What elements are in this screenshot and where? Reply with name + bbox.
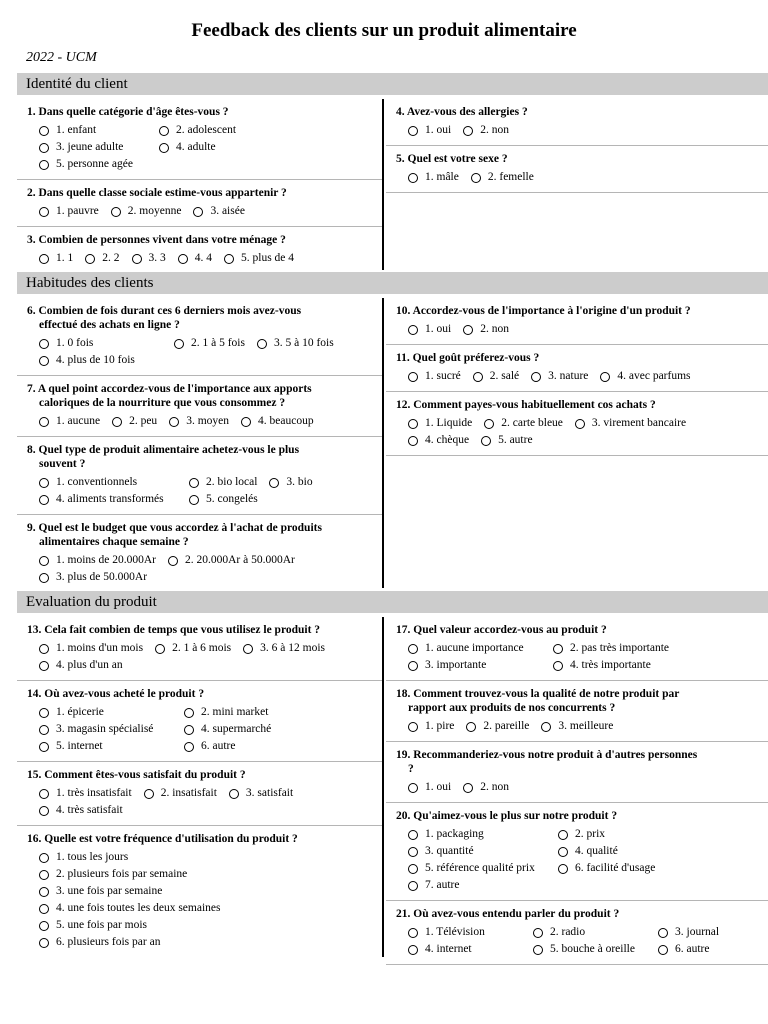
- radio-icon[interactable]: [39, 853, 49, 863]
- radio-icon[interactable]: [184, 742, 194, 752]
- radio-icon[interactable]: [243, 644, 253, 654]
- radio-icon[interactable]: [39, 870, 49, 880]
- radio-icon[interactable]: [39, 556, 49, 566]
- question-11-text: 11. Quel goût préferez-vous ?: [396, 352, 540, 364]
- section2-left-column: [17, 298, 384, 588]
- q21-option-4[interactable]: 4. internet: [408, 941, 533, 958]
- radio-icon[interactable]: [533, 928, 543, 938]
- radio-icon[interactable]: [39, 417, 49, 427]
- section-header-evaluation: Evaluation du produit: [17, 591, 768, 613]
- radio-icon[interactable]: [39, 725, 49, 735]
- q10-option-2[interactable]: 2. non: [463, 321, 509, 338]
- radio-icon[interactable]: [132, 254, 142, 264]
- radio-icon[interactable]: [558, 864, 568, 874]
- q9-option-3[interactable]: 3. plus de 50.000Ar: [39, 569, 147, 586]
- q3-option-1[interactable]: 1. 1: [39, 250, 73, 267]
- radio-icon[interactable]: [229, 789, 239, 799]
- q3-option-2[interactable]: 2. 2: [85, 250, 119, 267]
- q2-option-3[interactable]: 3. aisée: [193, 203, 244, 220]
- radio-icon[interactable]: [159, 143, 169, 153]
- q8-option-3[interactable]: 3. bio: [269, 474, 312, 491]
- radio-icon[interactable]: [481, 436, 491, 446]
- page-title: Feedback des clients sur un produit alimentaire: [191, 20, 577, 41]
- q8-option-4[interactable]: 4. aliments transformés: [39, 491, 189, 508]
- radio-icon[interactable]: [408, 830, 418, 840]
- radio-icon[interactable]: [408, 126, 418, 136]
- q7-option-1[interactable]: 1. aucune: [39, 413, 100, 430]
- q18-option-1[interactable]: 1. pire: [408, 718, 454, 735]
- question-6: [17, 298, 382, 376]
- q13-option-4[interactable]: 4. plus d'un an: [39, 657, 123, 674]
- radio-icon[interactable]: [39, 921, 49, 931]
- radio-icon[interactable]: [144, 789, 154, 799]
- q13-option-3[interactable]: 3. 6 à 12 mois: [243, 640, 325, 657]
- question-5-text: 5. Quel est votre sexe ?: [396, 153, 508, 165]
- question-7-text: 7. A quel point accordez-vous de l'importance aux apports caloriques de la nourriture que vous consommez ?: [27, 383, 312, 409]
- question-4: [386, 99, 768, 146]
- q19-option-1[interactable]: 1. oui: [408, 779, 451, 796]
- question-13: [17, 617, 382, 681]
- q15-option-1[interactable]: 1. très insatisfait: [39, 785, 132, 802]
- radio-icon[interactable]: [189, 478, 199, 488]
- radio-icon[interactable]: [39, 126, 49, 136]
- radio-icon[interactable]: [408, 783, 418, 793]
- q17-option-3[interactable]: 3. importante: [408, 657, 553, 674]
- radio-icon[interactable]: [257, 339, 267, 349]
- radio-icon[interactable]: [39, 742, 49, 752]
- q4-option-1[interactable]: 1. oui: [408, 122, 451, 139]
- radio-icon[interactable]: [558, 847, 568, 857]
- q16-option-3[interactable]: 3. une fois par semaine: [39, 883, 370, 900]
- radio-icon[interactable]: [174, 339, 184, 349]
- question-10: [386, 298, 768, 345]
- radio-icon[interactable]: [600, 372, 610, 382]
- q8-option-5[interactable]: 5. congelés: [189, 491, 258, 508]
- q6-option-4[interactable]: 4. plus de 10 fois: [39, 352, 135, 369]
- radio-icon[interactable]: [408, 864, 418, 874]
- radio-icon[interactable]: [39, 339, 49, 349]
- question-20-text: 20. Qu'aimez-vous le plus sur notre produit ?: [396, 810, 618, 822]
- radio-icon[interactable]: [168, 556, 178, 566]
- q16-option-1[interactable]: 1. tous les jours: [39, 849, 370, 866]
- radio-icon[interactable]: [463, 126, 473, 136]
- q11-option-3[interactable]: 3. nature: [531, 368, 588, 385]
- radio-icon[interactable]: [466, 722, 476, 732]
- radio-icon[interactable]: [39, 160, 49, 170]
- radio-icon[interactable]: [85, 254, 95, 264]
- radio-icon[interactable]: [39, 887, 49, 897]
- radio-icon[interactable]: [408, 928, 418, 938]
- question-9-text: 9. Quel est le budget que vous accordez à l'achat de produits alimentaires chaque semaine ?: [27, 522, 322, 548]
- question-14-text: 14. Où avez-vous acheté le produit ?: [27, 688, 205, 700]
- radio-icon[interactable]: [39, 938, 49, 948]
- q12-option-3[interactable]: 3. virement bancaire: [575, 415, 686, 432]
- radio-icon[interactable]: [408, 661, 418, 671]
- radio-icon[interactable]: [658, 928, 668, 938]
- radio-icon[interactable]: [531, 372, 541, 382]
- radio-icon[interactable]: [408, 419, 418, 429]
- q11-option-4[interactable]: 4. avec parfums: [600, 368, 690, 385]
- radio-icon[interactable]: [533, 945, 543, 955]
- q12-option-4[interactable]: 4. chèque: [408, 432, 469, 449]
- radio-icon[interactable]: [184, 708, 194, 718]
- question-16: [17, 826, 382, 957]
- q12-option-1[interactable]: 1. Liquide: [408, 415, 472, 432]
- radio-icon[interactable]: [39, 207, 49, 217]
- q21-option-3[interactable]: 3. journal: [658, 924, 719, 941]
- radio-icon[interactable]: [111, 207, 121, 217]
- q16-option-6[interactable]: 6. plusieurs fois par an: [39, 934, 370, 951]
- q21-option-6[interactable]: 6. autre: [658, 941, 709, 958]
- question-8: [17, 437, 382, 515]
- q7-option-3[interactable]: 3. moyen: [169, 413, 229, 430]
- radio-icon[interactable]: [408, 372, 418, 382]
- question-2-text: 2. Dans quelle classe sociale estime-vous appartenir ?: [27, 187, 287, 199]
- q14-option-2[interactable]: 2. mini market: [184, 704, 268, 721]
- radio-icon[interactable]: [39, 495, 49, 505]
- q16-option-2[interactable]: 2. plusieurs fois par semaine: [39, 866, 370, 883]
- q9-option-2[interactable]: 2. 20.000Ar à 50.000Ar: [168, 552, 295, 569]
- question-18-text: 18. Comment trouvez-vous la qualité de notre produit par rapport aux produits de nos concurrents ?: [396, 688, 680, 714]
- question-17-text: 17. Quel valeur accordez-vous au produit ?: [396, 624, 607, 636]
- radio-icon[interactable]: [541, 722, 551, 732]
- question-10-text: 10. Accordez-vous de l'importance à l'origine d'un produit ?: [396, 305, 691, 317]
- radio-icon[interactable]: [39, 573, 49, 583]
- question-20: [386, 803, 768, 901]
- radio-icon[interactable]: [408, 325, 418, 335]
- q20-option-1[interactable]: 1. packaging: [408, 826, 558, 843]
- q14-option-6[interactable]: 6. autre: [184, 738, 235, 755]
- question-21-text: 21. Où avez-vous entendu parler du produit ?: [396, 908, 620, 920]
- page-subtitle: 2022 - UCM: [26, 50, 97, 65]
- question-5: [386, 146, 768, 193]
- radio-icon[interactable]: [189, 495, 199, 505]
- q3-option-4[interactable]: 4. 4: [178, 250, 212, 267]
- radio-icon[interactable]: [178, 254, 188, 264]
- q15-option-3[interactable]: 3. satisfait: [229, 785, 293, 802]
- radio-icon[interactable]: [39, 708, 49, 718]
- question-15: [17, 762, 382, 826]
- q7-option-2[interactable]: 2. peu: [112, 413, 157, 430]
- radio-icon[interactable]: [553, 661, 563, 671]
- radio-icon[interactable]: [408, 945, 418, 955]
- q20-option-5[interactable]: 5. référence qualité prix: [408, 860, 558, 877]
- question-8-text: 8. Quel type de produit alimentaire achetez-vous le plus souvent ?: [27, 444, 300, 470]
- q8-option-2[interactable]: 2. bio local: [189, 474, 257, 491]
- radio-icon[interactable]: [39, 789, 49, 799]
- radio-icon[interactable]: [553, 644, 563, 654]
- question-13-text: 13. Cela fait combien de temps que vous utilisez le produit ?: [27, 624, 321, 636]
- radio-icon[interactable]: [408, 644, 418, 654]
- question-9: [17, 515, 382, 592]
- q7-option-4[interactable]: 4. beaucoup: [241, 413, 314, 430]
- q2-option-1[interactable]: 1. pauvre: [39, 203, 99, 220]
- radio-icon[interactable]: [112, 417, 122, 427]
- q21-option-1[interactable]: 1. Télévision: [408, 924, 533, 941]
- q1-option-1[interactable]: 1. enfant: [39, 122, 159, 139]
- q14-option-3[interactable]: 3. magasin spécialisé: [39, 721, 184, 738]
- section-header-habitudes: Habitudes des clients: [17, 272, 768, 294]
- q16-option-5[interactable]: 5. une fois par mois: [39, 917, 370, 934]
- q20-option-4[interactable]: 4. qualité: [558, 843, 618, 860]
- q17-option-1[interactable]: 1. aucune importance: [408, 640, 553, 657]
- q15-option-4[interactable]: 4. très satisfait: [39, 802, 123, 819]
- section1-right-column: [386, 99, 768, 193]
- q13-option-1[interactable]: 1. moins d'un mois: [39, 640, 143, 657]
- q1-option-5[interactable]: 5. personne agée: [39, 156, 133, 173]
- q14-option-5[interactable]: 5. internet: [39, 738, 184, 755]
- question-6-text: 6. Combien de fois durant ces 6 derniers mois avez-vous effectué des achats en ligne ?: [27, 305, 302, 331]
- q20-option-2[interactable]: 2. prix: [558, 826, 605, 843]
- radio-icon[interactable]: [408, 722, 418, 732]
- radio-icon[interactable]: [473, 372, 483, 382]
- radio-icon[interactable]: [155, 644, 165, 654]
- q14-option-1[interactable]: 1. épicerie: [39, 704, 184, 721]
- radio-icon[interactable]: [224, 254, 234, 264]
- radio-icon[interactable]: [471, 173, 481, 183]
- radio-icon[interactable]: [408, 847, 418, 857]
- radio-icon[interactable]: [169, 417, 179, 427]
- question-7: [17, 376, 382, 437]
- q14-option-4[interactable]: 4. supermarché: [184, 721, 271, 738]
- radio-icon[interactable]: [463, 783, 473, 793]
- q6-option-2[interactable]: 2. 1 à 5 fois: [174, 335, 245, 352]
- q15-option-2[interactable]: 2. insatisfait: [144, 785, 217, 802]
- question-16-text: 16. Quelle est votre fréquence d'utilisation du produit ?: [27, 833, 298, 845]
- question-15-text: 15. Comment êtes-vous satisfait du produit ?: [27, 769, 246, 781]
- radio-icon[interactable]: [39, 806, 49, 816]
- q8-option-1[interactable]: 1. conventionnels: [39, 474, 189, 491]
- radio-icon[interactable]: [558, 830, 568, 840]
- q1-option-3[interactable]: 3. jeune adulte: [39, 139, 159, 156]
- section3-left-column: [17, 617, 384, 957]
- q3-option-5[interactable]: 5. plus de 4: [224, 250, 294, 267]
- q19-option-2[interactable]: 2. non: [463, 779, 509, 796]
- question-12-text: 12. Comment payes-vous habituellement cos achats ?: [396, 399, 656, 411]
- q21-option-2[interactable]: 2. radio: [533, 924, 658, 941]
- section1-left-column: [17, 99, 384, 270]
- q2-option-2[interactable]: 2. moyenne: [111, 203, 182, 220]
- q11-option-1[interactable]: 1. sucré: [408, 368, 461, 385]
- q12-option-2[interactable]: 2. carte bleue: [484, 415, 563, 432]
- q18-option-3[interactable]: 3. meilleure: [541, 718, 613, 735]
- radio-icon[interactable]: [408, 436, 418, 446]
- q6-option-3[interactable]: 3. 5 à 10 fois: [257, 335, 334, 352]
- radio-icon[interactable]: [575, 419, 585, 429]
- question-1: [17, 99, 382, 180]
- q5-option-1[interactable]: 1. mâle: [408, 169, 459, 186]
- question-11: [386, 345, 768, 392]
- q21-option-5[interactable]: 5. bouche à oreille: [533, 941, 658, 958]
- radio-icon[interactable]: [463, 325, 473, 335]
- q16-option-4[interactable]: 4. une fois toutes les deux semaines: [39, 900, 370, 917]
- radio-icon[interactable]: [39, 478, 49, 488]
- radio-icon[interactable]: [484, 419, 494, 429]
- q6-option-1[interactable]: 1. 0 fois: [39, 335, 174, 352]
- question-4-text: 4. Avez-vous des allergies ?: [396, 106, 528, 118]
- section2-right-column: [386, 298, 768, 456]
- radio-icon[interactable]: [184, 725, 194, 735]
- q4-option-2[interactable]: 2. non: [463, 122, 509, 139]
- question-12: [386, 392, 768, 456]
- question-19: [386, 742, 768, 803]
- question-17: [386, 617, 768, 681]
- question-3-text: 3. Combien de personnes vivent dans votre ménage ?: [27, 234, 286, 246]
- q20-option-7[interactable]: 7. autre: [408, 877, 459, 894]
- question-1-text: 1. Dans quelle catégorie d'âge êtes-vous ?: [27, 106, 229, 118]
- section-header-identite: Identité du client: [17, 73, 768, 95]
- question-19-text: 19. Recommanderiez-vous notre produit à d'autres personnes ?: [396, 749, 698, 775]
- radio-icon[interactable]: [193, 207, 203, 217]
- q9-option-1[interactable]: 1. moins de 20.000Ar: [39, 552, 156, 569]
- radio-icon[interactable]: [39, 644, 49, 654]
- radio-icon[interactable]: [39, 904, 49, 914]
- q20-option-3[interactable]: 3. quantité: [408, 843, 558, 860]
- q3-option-3[interactable]: 3. 3: [132, 250, 166, 267]
- q1-option-2[interactable]: 2. adolescent: [159, 122, 236, 139]
- q20-option-6[interactable]: 6. facilité d'usage: [558, 860, 655, 877]
- question-21: [386, 901, 768, 965]
- q5-option-2[interactable]: 2. femelle: [471, 169, 534, 186]
- radio-icon[interactable]: [241, 417, 251, 427]
- q18-option-2[interactable]: 2. pareille: [466, 718, 529, 735]
- section3-right-column: [386, 617, 768, 965]
- q10-option-1[interactable]: 1. oui: [408, 321, 451, 338]
- q12-option-5[interactable]: 5. autre: [481, 432, 532, 449]
- radio-icon[interactable]: [39, 143, 49, 153]
- radio-icon[interactable]: [658, 945, 668, 955]
- question-18: [386, 681, 768, 742]
- radio-icon[interactable]: [39, 356, 49, 366]
- radio-icon[interactable]: [269, 478, 279, 488]
- q17-option-4[interactable]: 4. très importante: [553, 657, 651, 674]
- q13-option-2[interactable]: 2. 1 à 6 mois: [155, 640, 231, 657]
- question-3: [17, 227, 382, 273]
- q17-option-2[interactable]: 2. pas très importante: [553, 640, 669, 657]
- q11-option-2[interactable]: 2. salé: [473, 368, 519, 385]
- question-2: [17, 180, 382, 227]
- radio-icon[interactable]: [408, 881, 418, 891]
- radio-icon[interactable]: [408, 173, 418, 183]
- radio-icon[interactable]: [39, 661, 49, 671]
- radio-icon[interactable]: [159, 126, 169, 136]
- radio-icon[interactable]: [39, 254, 49, 264]
- q1-option-4[interactable]: 4. adulte: [159, 139, 216, 156]
- question-14: [17, 681, 382, 762]
